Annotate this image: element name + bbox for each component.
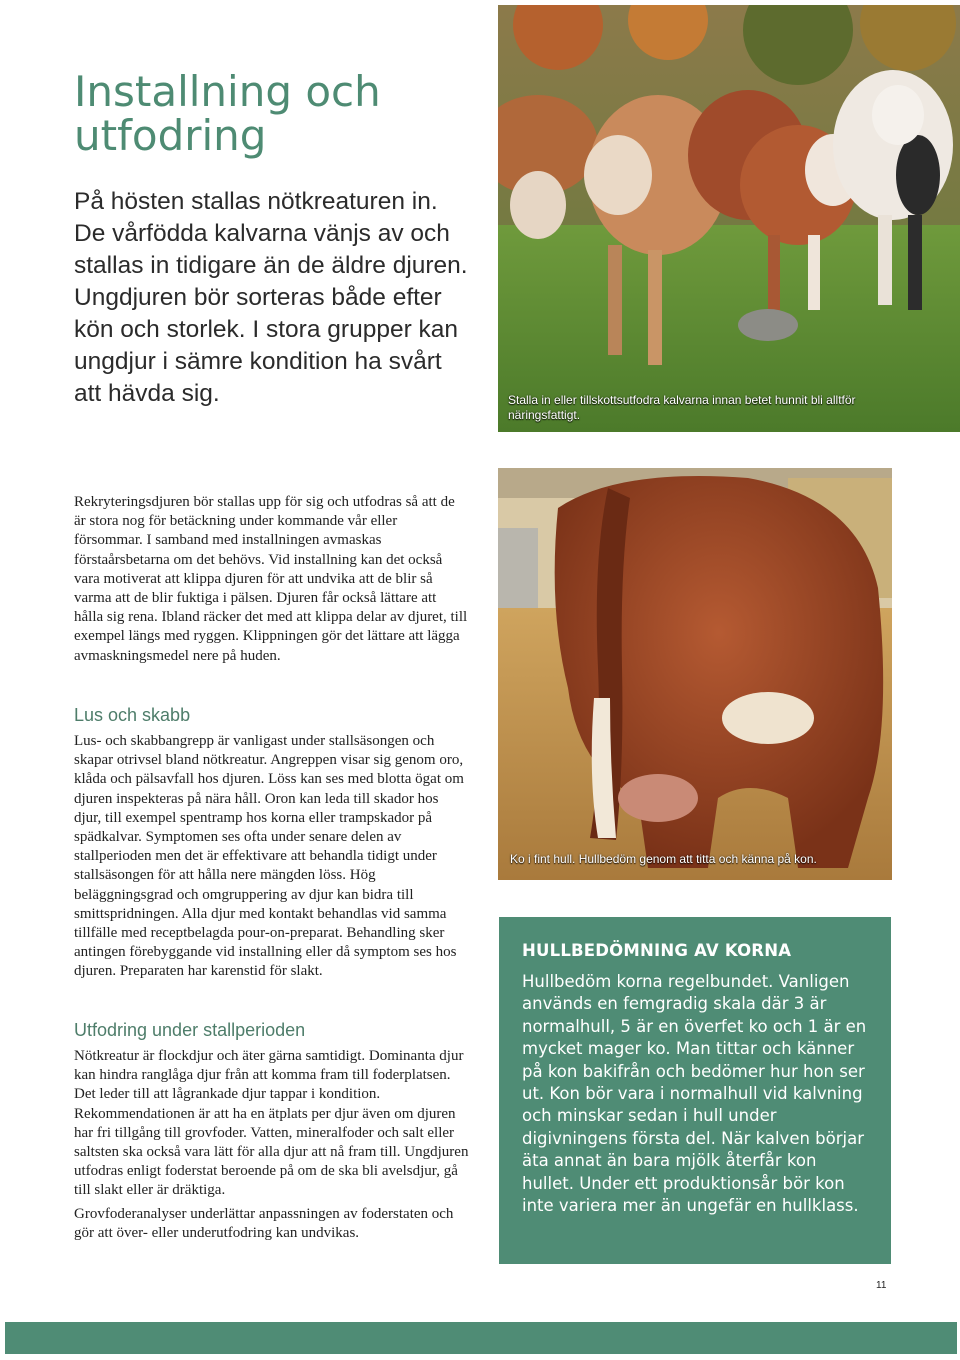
cow-rear-photo (498, 468, 892, 880)
photo-caption-bottom: Ko i fint hull. Hullbedöm genom att titta och känna på kon. (510, 852, 817, 866)
section-feeding (74, 1019, 469, 1243)
section-text-feeding-2: Grovfoderanalyser underlättar anpassningen av foderstaten och gör att över- eller underutfodring kan undvikas. (74, 1205, 454, 1241)
section-lice (74, 704, 469, 982)
box-heading: HULLBEDÖMNING AV KORNA (522, 941, 792, 960)
photo-caption-top: Stalla in eller tillskottsutfodra kalvarna innan betet hunnit bli alltför näringsfattigt. (508, 393, 856, 422)
section-heading-feeding: Utfodring under stallperioden (74, 1020, 306, 1040)
page-title: Installning och utfodring (74, 67, 381, 160)
intro-paragraph: Rekryteringsdjuren bör stallas upp för sig och utfodras så att de är stora nog för betäckning under kommande vår eller försommar. I samband med installningen avmaskas förstaårsbetarna om det behövs. Vid installning kan det också vara motiverat att klippa djuren för att undvika att de blir så varma att de blir fuktiga i pälsen. Djuren får också lättare att hålla sig rena. Ibland räcker det med att klippa delar av djuret, till exempel längs med ryggen. Klippningen gör det lättare att lägga avmaskningsmedel nere på huden. (74, 494, 468, 664)
body-intro (74, 493, 469, 666)
box-text: Hullbedöm korna regelbundet. Vanligen används en femgradig skala där 3 är normalhull, 5 är en överfet ko och 1 är en mycket mager ko. Man tittar och känner på kon bakifrån och bedömer hur hon ser ut. Kon bör vara i normalhull vid kalvning och minskar sedan i hull under digivningens första del. När kalven börjar äta annat än bara mjölk återfår kon hullet. Under ett produktionsår bör kon inte variera mer än ungefär en hullklass. (522, 972, 867, 1216)
body-condition-box (499, 917, 891, 1264)
footer-bar (5, 1322, 957, 1354)
lead-paragraph: På hösten stallas nötkreaturen in. De vårfödda kalvarna vänjs av och stallas in tidigare än de äldre djuren. Ungdjuren bör sorteras både efter kön och storlek. I stora grupper kan ungdjur i sämre kondition ha svårt att hävda sig. (74, 188, 468, 407)
section-heading-lice: Lus och skabb (74, 705, 191, 725)
page-number: 11 (876, 1280, 887, 1291)
section-text-lice: Lus- och skabbangrepp är vanligast under stallsäsongen och skapar otrivsel bland nötkreatur. Angreppen visar sig genom oro, klåda och pälsavfall hos djuren. Löss kan ses med blotta ögat om djuren inspekteras på nära håll. Oron kan leda till skador hos djur, till exempel spentramp hos korna eller trampskador på spädkalvar. Symptomen ses ofta under senare delen av stallperioden men det är effektivare att behandla tidigt under stallsäsongen för att hålla nere mängden löss. Hög beläggningsgrad och omgruppering av djur kan bidra till smittspridningen. Alla djur med kontakt behandlas vid samma tillfälle med receptbelagda pour-on-preparat. Behandling sker antingen förebyggande vid installning eller då symptom ses hos djuren. Preparaten har karenstid för slakt. (74, 733, 464, 980)
cattle-herd-photo (498, 5, 960, 432)
section-text-feeding: Nötkreatur är flockdjur och äter gärna samtidigt. Dominanta djur kan hindra ranglåga djur från att komma fram till foderplatsen. Det leder till att lågrankade djur tappar i kondition. Rekommendationen är att ha en ätplats per djur även om djuren har fri tillgång till grovfoder. Vatten, mineralfoder och salt eller saltsten ska också vara lätt för alla djur att nå fram till. Ungdjuren utfodras enligt foderstat beroende på om de ska bli avelsdjur, gå till slakt eller är dräktiga. (74, 1048, 469, 1199)
